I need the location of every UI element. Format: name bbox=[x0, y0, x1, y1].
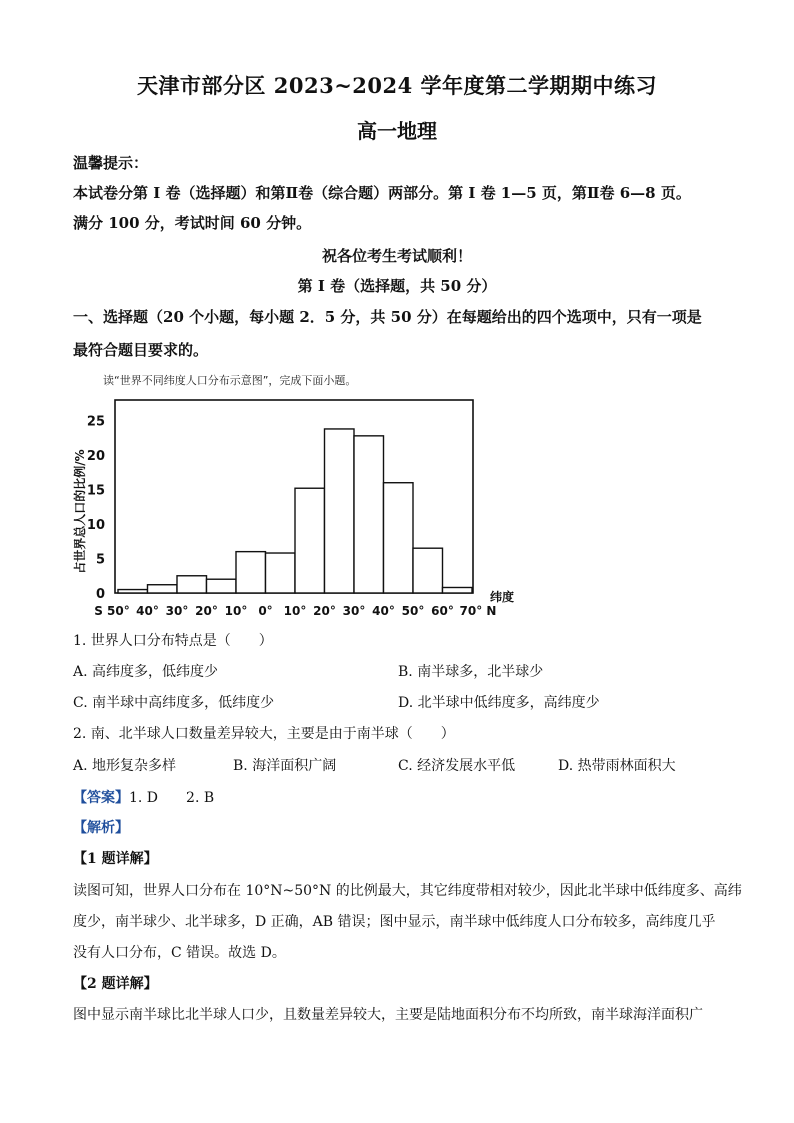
x-tick-label: 30° bbox=[165, 604, 189, 618]
notice-line-1: 本试卷分第 I 卷（选择题）和第Ⅱ卷（综合题）两部分。第 I 卷 1—5 页，第Ⅱ卷 6—8 页。 bbox=[73, 184, 691, 202]
y-tick-label: 20 bbox=[86, 449, 105, 465]
x-tick-label: 20° bbox=[195, 604, 218, 618]
bar-7 bbox=[325, 429, 355, 593]
q1-detail-line-2: 度少，南半球少、北半球多，D 正确，AB 错误；图中显示，南半球中低纬度人口分布较多，高纬度几乎 bbox=[73, 914, 716, 930]
answer-text: 1. D 2. B bbox=[129, 790, 215, 806]
exam-title: 天津市部分区 2023~2024 学年度第二学期期中练习 bbox=[136, 73, 658, 98]
question-1-option-c: C. 南半球中高纬度多，低纬度少 bbox=[73, 695, 275, 711]
population-latitude-chart bbox=[60, 390, 540, 622]
q1-detail-line-1: 读图可知，世界人口分布在 10°N~50°N 的比例最大，其它纬度带相对较少，因此北半球中低纬度多、高纬 bbox=[73, 883, 742, 899]
figure-intro: 读“世界不同纬度人口分布示意图”，完成下面小题。 bbox=[103, 374, 357, 387]
x-tick-label: 40° bbox=[136, 604, 159, 618]
section-instruction-line-2: 最符合题目要求的。 bbox=[73, 341, 209, 359]
x-tick-label: 0° bbox=[258, 604, 273, 618]
question-1-option-a: A. 高纬度多，低纬度少 bbox=[73, 664, 219, 680]
bar-11 bbox=[443, 587, 473, 593]
y-tick-label: 0 bbox=[95, 587, 105, 602]
x-tick-label: 20° bbox=[313, 604, 336, 618]
answer-line bbox=[73, 787, 214, 807]
y-tick-label: 25 bbox=[86, 414, 105, 430]
question-2-stem: 2. 南、北半球人口数量差异较大，主要是由于南半球（ ） bbox=[73, 726, 455, 742]
x-tick-label: 10° bbox=[283, 604, 307, 618]
y-tick-label: 15 bbox=[86, 483, 105, 499]
question-2-option-c: C. 经济发展水平低 bbox=[398, 758, 516, 774]
good-luck-text: 祝各位考生考试顺利！ bbox=[321, 247, 472, 265]
bar-3 bbox=[207, 579, 237, 593]
bar-6 bbox=[295, 488, 325, 593]
bar-2 bbox=[177, 576, 207, 593]
y-axis-label: 占世界总人口的比例/% bbox=[73, 449, 87, 574]
answer-label: 【答案】 bbox=[73, 790, 129, 806]
analysis-label: 【解析】 bbox=[73, 820, 129, 836]
bar-1 bbox=[148, 585, 178, 593]
q2-detail-line-1: 图中显示南半球比北半球人口少，且数量差异较大，主要是陆地面积分布不均所致，南半球海洋面积广 bbox=[73, 1007, 703, 1023]
question-2-option-b: B. 海洋面积广阔 bbox=[233, 758, 337, 774]
bar-0 bbox=[118, 590, 148, 593]
q2-detail-label: 【2 题详解】 bbox=[73, 976, 158, 992]
y-tick-label: 5 bbox=[95, 552, 105, 568]
question-1-stem: 1. 世界人口分布特点是（ ） bbox=[73, 633, 273, 649]
question-1-option-b: B. 南半球多，北半球少 bbox=[398, 664, 544, 680]
exam-subject: 高一地理 bbox=[357, 119, 437, 143]
bar-4 bbox=[236, 552, 266, 593]
x-tick-label: 50° bbox=[401, 604, 425, 618]
x-tick-label: 70° N bbox=[459, 604, 497, 618]
bar-5 bbox=[266, 553, 296, 593]
notice-label: 温馨提示： bbox=[73, 154, 149, 172]
bar-10 bbox=[413, 548, 443, 593]
question-1-option-d: D. 北半球中低纬度多，高纬度少 bbox=[398, 695, 600, 711]
y-tick-label: 10 bbox=[86, 518, 105, 534]
q1-detail-label: 【1 题详解】 bbox=[73, 851, 158, 867]
x-tick-label: 60° bbox=[431, 604, 454, 618]
x-tick-label: 40° bbox=[372, 604, 395, 618]
question-2-option-a: A. 地形复杂多样 bbox=[73, 758, 177, 774]
bar-8 bbox=[354, 436, 384, 593]
section-title: 第 I 卷（选择题，共 50 分） bbox=[297, 277, 497, 295]
q1-detail-line-3: 没有人口分布，C 错误。故选 D。 bbox=[73, 945, 286, 961]
notice-line-2: 满分 100 分，考试时间 60 分钟。 bbox=[73, 214, 312, 232]
x-tick-label: 10° bbox=[224, 604, 248, 618]
x-tick-label: S 50° bbox=[94, 604, 130, 618]
section-instruction-line-1: 一、选择题（20 个小题，每小题 2．5 分，共 50 分）在每题给出的四个选项中，只有一项是 bbox=[73, 308, 702, 326]
x-axis-label: 纬度 bbox=[490, 590, 515, 604]
question-2-option-d: D. 热带雨林面积大 bbox=[558, 758, 676, 774]
x-tick-label: 30° bbox=[342, 604, 366, 618]
bar-9 bbox=[384, 483, 414, 593]
